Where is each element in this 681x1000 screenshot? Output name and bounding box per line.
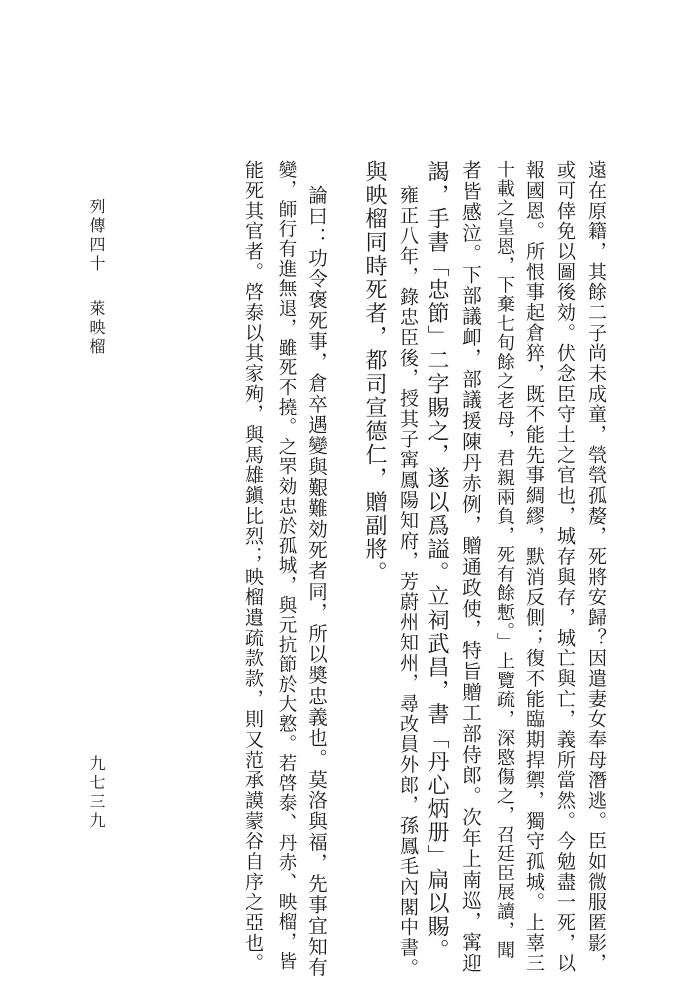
text-column-3: 報國恩。所恨事起倉猝，既不能先事綢繆，默消反側；復不能臨期捍禦，獨守孤城。上辜三 [523, 160, 545, 974]
text-column-5: 者皆感泣。下部議卹，部議援陳丹赤例，贈通政使，特旨贈工部侍郎。次年上南巡，𡩋迎 [459, 160, 482, 974]
text-column-10: 變，師行有進無退，雖死不撓。之罘効忠於孤城，與元抗節於大憝。若啓泰、丹赤、映榴，皆 [276, 160, 297, 972]
running-head-chapter: 列傳四十 [87, 198, 106, 274]
running-head-name: 萊映榴 [87, 300, 106, 357]
text-column-11: 能死其官者。啓泰以其家殉，與馬雄鎭比烈；映榴遺疏款款，則又范承謨蒙谷自序之亞也。 [242, 160, 264, 974]
text-column-6: 謁，手書「忠節」二字賜之，遂以爲謚。立祠武昌，書「丹心炳册」扁以賜。 [424, 160, 449, 963]
text-column-1: 遠在原籍，其餘二子尚未成童，煢煢孤嫠，死將安歸？因遣妻女奉母潛逃。臣如微服匿影， [585, 160, 607, 974]
text-column-4: 十載之皇恩，下棄七旬餘之老母，君親兩負，死有餘慙。」上覽疏，深愍傷之，召廷臣展讀，聞 [494, 160, 515, 960]
text-column-7: 雍正八年，錄忠臣後，授其子𡩋鳳陽知府，芳蔚州知州，尋改員外郎，孫鳳毛內閣中書。 [397, 185, 419, 978]
text-column-9: 論曰：功令褒死事，倉卒遇變與艱難効死者同，所以奬忠義也。莫洛與福，先事宜知有 [305, 185, 328, 978]
page-number: 九七三九 [87, 755, 106, 831]
text-column-2: 或可倖免以圖後効。伏念臣守土之官也，城存與存，城亡與亡，義所當然。今勉盡一死，以 [554, 160, 576, 974]
text-column-8: 與映榴同時死者，都司宣德仁，贈副將。 [362, 160, 387, 585]
